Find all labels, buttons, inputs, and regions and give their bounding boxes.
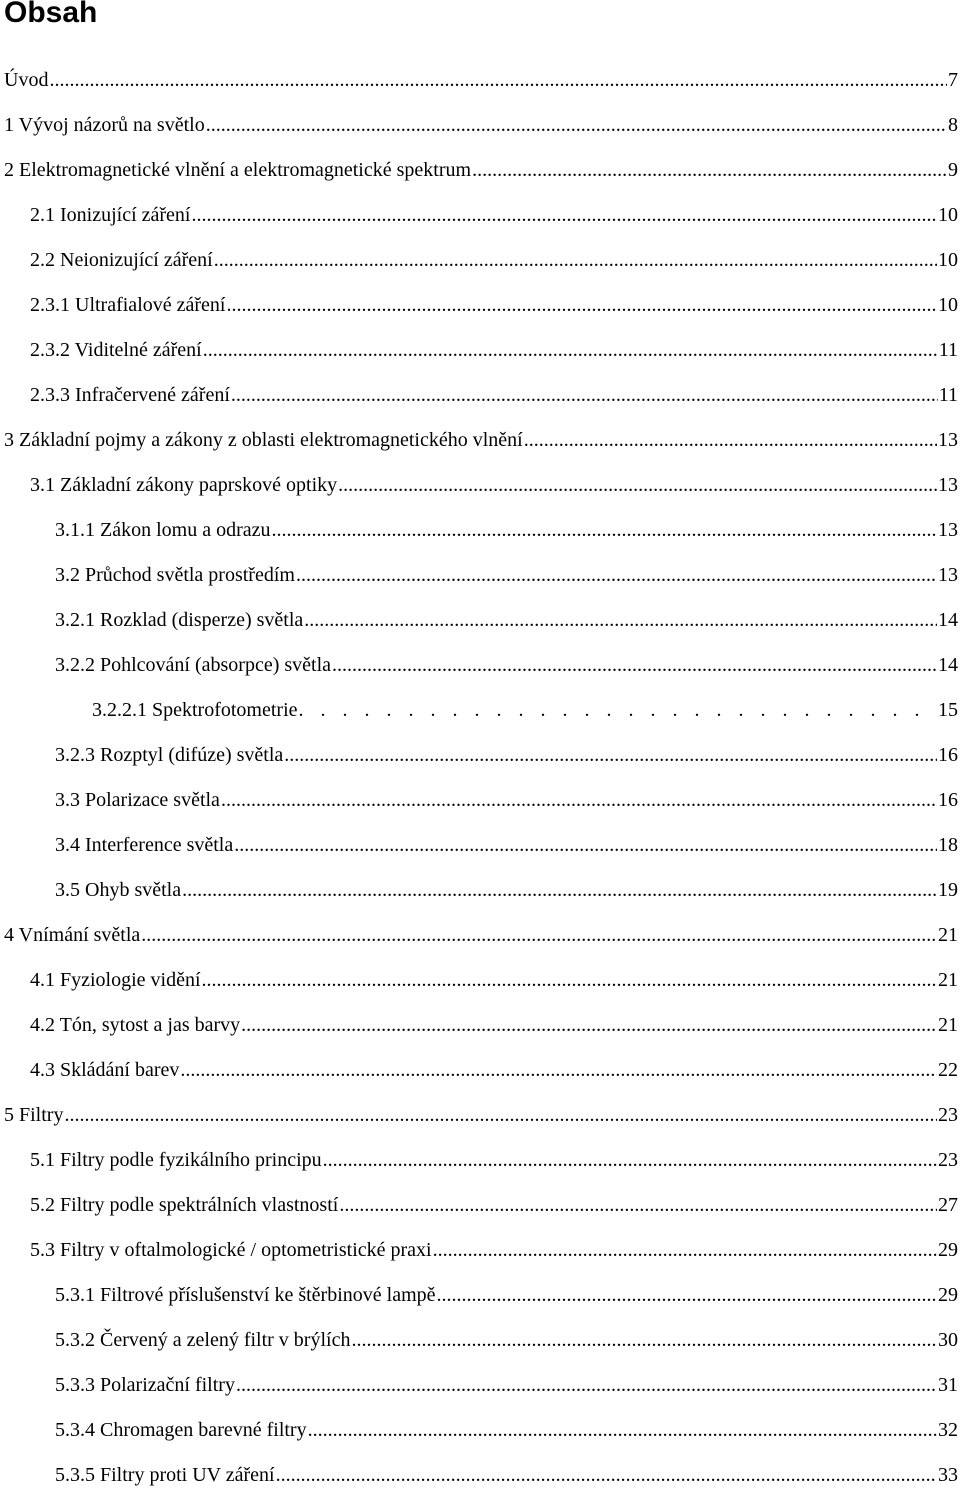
toc-page-number: 21 bbox=[938, 1014, 958, 1036]
toc-page-number: 14 bbox=[938, 609, 958, 631]
toc-entry-title: 1 Vývoj názorů na světlo bbox=[4, 114, 205, 136]
toc-entry-title: Úvod bbox=[4, 69, 49, 91]
toc-entry-title: 4.2 Tón, sytost a jas barvy bbox=[30, 1014, 241, 1036]
toc-entry[interactable] bbox=[0, 508, 960, 553]
toc-dot-leader bbox=[332, 643, 937, 688]
toc-entry[interactable] bbox=[0, 733, 960, 778]
toc-entry[interactable] bbox=[0, 1138, 960, 1183]
toc-entry-title: 5.3 Filtry v oftalmologické / optometristické praxi bbox=[30, 1239, 432, 1261]
toc-page-number: 10 bbox=[938, 294, 958, 316]
toc-page-number: 23 bbox=[938, 1104, 958, 1126]
toc-entry-title: 2.3.1 Ultrafialové záření bbox=[30, 294, 226, 316]
toc-page-number: 29 bbox=[938, 1239, 958, 1261]
toc-entry-title: 3.2.2 Pohlcování (absorpce) světla bbox=[55, 654, 332, 676]
toc-dot-leader bbox=[203, 328, 938, 373]
toc-entry-title: 3.2.2.1 Spektrofotometrie bbox=[92, 699, 298, 721]
toc-dot-leader bbox=[64, 1093, 937, 1138]
toc-page-number: 11 bbox=[938, 384, 958, 406]
toc-dot-leader bbox=[299, 688, 937, 733]
toc-entry-title: 5.3.5 Filtry proti UV záření bbox=[55, 1464, 275, 1486]
toc-dot-leader bbox=[472, 148, 947, 193]
toc-page-number: 27 bbox=[938, 1194, 958, 1216]
toc-page-number: 23 bbox=[938, 1149, 958, 1171]
toc-entry-title: 3.4 Interference světla bbox=[55, 834, 234, 856]
toc-entry-title: 5.3.1 Filtrové příslušenství ke štěrbinové lampě bbox=[55, 1284, 436, 1306]
toc-entry-title: 5.3.2 Červený a zelený filtr v brýlích bbox=[55, 1329, 351, 1351]
toc-dot-leader bbox=[141, 913, 937, 958]
toc-entry[interactable] bbox=[0, 328, 960, 373]
toc-entry[interactable] bbox=[0, 1363, 960, 1408]
toc-entry-title: 4.3 Skládání barev bbox=[30, 1059, 180, 1081]
toc-dot-leader bbox=[206, 103, 947, 148]
toc-entry-title: 3.2.1 Rozklad (disperze) světla bbox=[55, 609, 304, 631]
toc-entry[interactable] bbox=[0, 913, 960, 958]
toc-entry[interactable] bbox=[0, 553, 960, 598]
toc-entry[interactable] bbox=[0, 643, 960, 688]
toc-entry-title: 2.1 Ionizující záření bbox=[30, 204, 191, 226]
toc-entry-title: 3.1.1 Zákon lomu a odrazu bbox=[55, 519, 271, 541]
toc-entry[interactable] bbox=[0, 148, 960, 193]
toc-entry[interactable] bbox=[0, 1093, 960, 1138]
toc-page-number: 18 bbox=[938, 834, 958, 856]
toc-entry[interactable] bbox=[0, 823, 960, 868]
toc-entry[interactable] bbox=[0, 373, 960, 418]
toc-entry[interactable] bbox=[0, 193, 960, 238]
toc-page-number: 13 bbox=[938, 429, 958, 451]
toc-page-number: 8 bbox=[948, 114, 958, 136]
toc-entry-title: 5 Filtry bbox=[4, 1104, 64, 1126]
toc-dot-leader bbox=[214, 238, 937, 283]
toc-dot-leader bbox=[192, 193, 938, 238]
toc-entry[interactable] bbox=[0, 463, 960, 508]
toc-page-number: 7 bbox=[948, 69, 958, 91]
toc-dot-leader bbox=[433, 1228, 937, 1273]
toc-dot-leader bbox=[182, 868, 937, 913]
toc-entry[interactable] bbox=[0, 283, 960, 328]
toc-page-number: 31 bbox=[938, 1374, 958, 1396]
toc-dot-leader bbox=[226, 283, 937, 328]
toc-dot-leader bbox=[49, 58, 947, 103]
toc-dot-leader bbox=[351, 1318, 937, 1363]
toc-entry[interactable] bbox=[0, 958, 960, 1003]
toc-entry[interactable] bbox=[0, 868, 960, 913]
toc-page-number: 13 bbox=[938, 564, 958, 586]
toc-entry-title: 4.1 Fyziologie vidění bbox=[30, 969, 201, 991]
toc-page-number: 16 bbox=[938, 789, 958, 811]
toc-page-number: 10 bbox=[938, 249, 958, 271]
toc-dot-leader bbox=[308, 1408, 937, 1453]
toc-entry-title: 2.2 Neionizující záření bbox=[30, 249, 213, 271]
toc-dot-leader bbox=[202, 958, 937, 1003]
toc-dot-leader bbox=[437, 1273, 938, 1318]
toc-entry[interactable] bbox=[0, 1048, 960, 1093]
toc-entry-title: 3.5 Ohyb světla bbox=[55, 879, 182, 901]
toc-dot-leader bbox=[236, 1363, 937, 1408]
toc-dot-leader bbox=[524, 418, 937, 463]
toc-dot-leader bbox=[221, 778, 937, 823]
toc-page-number: 13 bbox=[938, 474, 958, 496]
toc-page-number: 11 bbox=[938, 339, 958, 361]
toc-page-number: 21 bbox=[938, 924, 958, 946]
toc-entry-title: 5.1 Filtry podle fyzikálního principu bbox=[30, 1149, 322, 1171]
toc-dot-leader bbox=[338, 463, 937, 508]
toc-page-number: 13 bbox=[938, 519, 958, 541]
toc-dot-leader bbox=[234, 823, 937, 868]
toc-dot-leader bbox=[276, 1453, 937, 1498]
toc-entry[interactable] bbox=[0, 1183, 960, 1228]
toc-entry-title: 3.2 Průchod světla prostředím bbox=[55, 564, 295, 586]
toc-dot-leader bbox=[241, 1003, 937, 1048]
toc-entry[interactable] bbox=[0, 103, 960, 148]
toc-entry-title: 3.3 Polarizace světla bbox=[55, 789, 220, 811]
toc-entry[interactable] bbox=[0, 58, 960, 103]
toc-page-number: 16 bbox=[938, 744, 958, 766]
toc-page-number: 22 bbox=[938, 1059, 958, 1081]
toc-page-number: 19 bbox=[938, 879, 958, 901]
toc-dot-leader bbox=[323, 1138, 937, 1183]
toc-page-number: 14 bbox=[938, 654, 958, 676]
toc-dot-leader bbox=[304, 598, 937, 643]
toc-entry-title: 5.3.4 Chromagen barevné filtry bbox=[55, 1419, 307, 1441]
toc-entry[interactable] bbox=[0, 1273, 960, 1318]
toc-page-number: 30 bbox=[938, 1329, 958, 1351]
toc-entry-title: 2.3.3 Infračervené záření bbox=[30, 384, 230, 406]
toc-entry-title: 5.2 Filtry podle spektrálních vlastností bbox=[30, 1194, 339, 1216]
toc-entry-title: 2.3.2 Viditelné záření bbox=[30, 339, 202, 361]
toc-entry[interactable] bbox=[0, 238, 960, 283]
toc-dot-leader bbox=[272, 508, 938, 553]
toc-dot-leader bbox=[180, 1048, 937, 1093]
toc-entry[interactable] bbox=[0, 1003, 960, 1048]
toc-entry[interactable] bbox=[0, 1408, 960, 1453]
toc-page-number: 15 bbox=[938, 699, 958, 721]
toc-dot-leader bbox=[231, 373, 938, 418]
page-title: Obsah bbox=[4, 0, 98, 29]
table-of-contents bbox=[0, 58, 960, 1498]
toc-page-number: 33 bbox=[938, 1464, 958, 1486]
toc-entry[interactable] bbox=[0, 1228, 960, 1273]
toc-entry[interactable] bbox=[0, 1318, 960, 1363]
toc-page-number: 32 bbox=[938, 1419, 958, 1441]
toc-entry[interactable] bbox=[0, 778, 960, 823]
toc-entry[interactable] bbox=[0, 598, 960, 643]
toc-dot-leader bbox=[296, 553, 937, 598]
toc-entry-title: 3 Základní pojmy a zákony z oblasti elektromagnetického vlnění bbox=[4, 429, 523, 451]
toc-entry[interactable] bbox=[0, 688, 960, 733]
toc-entry-title: 4 Vnímání světla bbox=[4, 924, 141, 946]
toc-entry-title: 2 Elektromagnetické vlnění a elektromagnetické spektrum bbox=[4, 159, 472, 181]
toc-page-number: 9 bbox=[948, 159, 958, 181]
toc-entry-title: 3.1 Základní zákony paprskové optiky bbox=[30, 474, 338, 496]
toc-entry-title: 5.3.3 Polarizační filtry bbox=[55, 1374, 235, 1396]
toc-entry[interactable] bbox=[0, 1453, 960, 1498]
toc-dot-leader bbox=[284, 733, 937, 778]
toc-page-number: 10 bbox=[938, 204, 958, 226]
toc-entry[interactable] bbox=[0, 418, 960, 463]
toc-dot-leader bbox=[339, 1183, 937, 1228]
toc-entry-title: 3.2.3 Rozptyl (difúze) světla bbox=[55, 744, 284, 766]
toc-page-number: 21 bbox=[938, 969, 958, 991]
toc-page-number: 29 bbox=[938, 1284, 958, 1306]
